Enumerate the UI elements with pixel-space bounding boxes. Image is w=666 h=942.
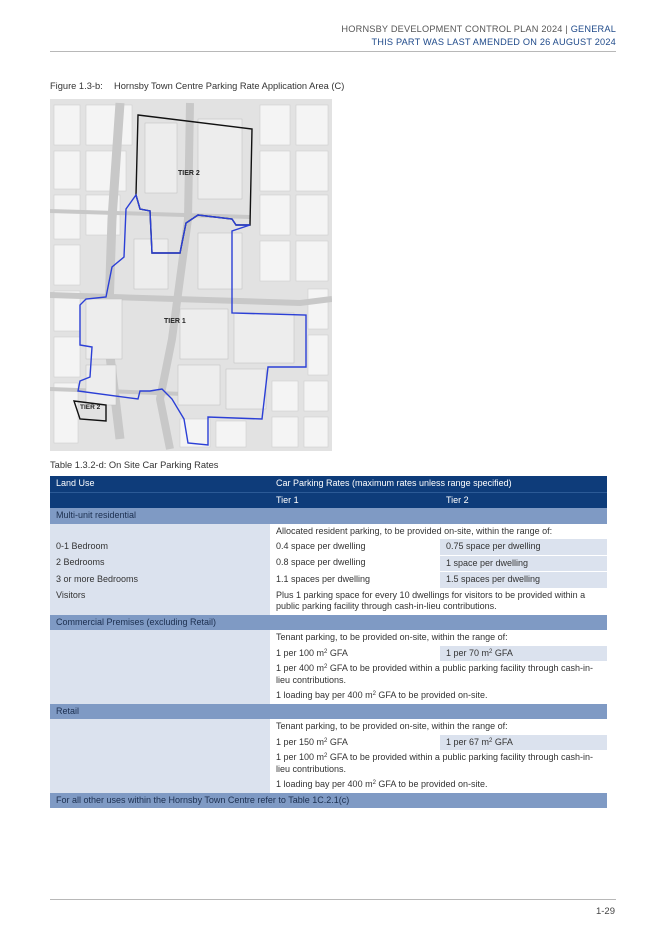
tier2-cell: 1.5 spaces per dwelling [440, 572, 607, 588]
tier2-cell: 1 per 70 $m^2$ GFA [440, 646, 607, 662]
tier2-cell: 0.75 space per dwelling [440, 539, 607, 555]
land-use-cell: 2 Bedrooms [50, 555, 270, 572]
tier2-cell: 1 space per dwelling [440, 555, 607, 572]
table-row [50, 588, 607, 615]
public-parking-cell: 1 per 100 $m^2$ GFA to be provided within a public parking facility through cash-in-lieu contributions. [270, 750, 607, 777]
land-use-cell: 0-1 Bedroom [50, 539, 270, 555]
tier-header-row [50, 492, 607, 508]
section-row-commercial [50, 615, 607, 631]
tier1-cell: 0.4 space per dwelling [270, 539, 440, 555]
intro-cell: Tenant parking, to be provided on-site, within the range of: [270, 719, 607, 735]
table-caption: Table 1.3.2-d: On Site Car Parking Rates [50, 460, 219, 470]
section-row-retail [50, 704, 607, 720]
land-use-header: Land Use [50, 476, 270, 492]
table-row [50, 539, 607, 555]
table-footer-row [50, 793, 607, 809]
land-use-cell [50, 719, 270, 793]
table-row [50, 630, 607, 646]
tier2-top-label: TIER 2 [178, 170, 200, 177]
header-line-1 [341, 23, 616, 36]
tier1-cell: 1.1 spaces per dwelling [270, 572, 440, 588]
loading-bay-cell: 1 loading bay per 400 $m^2$ GFA to be provided on-site. [270, 777, 607, 793]
land-use-cell [50, 630, 270, 704]
figure-number: Figure 1.3-b: [50, 81, 103, 91]
intro-cell: Tenant parking, to be provided on-site, within the range of: [270, 630, 607, 646]
amended-notice: THIS PART WAS LAST AMENDED ON 26 AUGUST 2024 [371, 37, 616, 47]
document-title: HORNSBY DEVELOPMENT CONTROL PLAN 2024 [341, 24, 563, 34]
land-use-cell: 3 or more Bedrooms [50, 572, 270, 588]
land-use-cell [50, 524, 270, 540]
section-row-multi-unit [50, 508, 607, 524]
parking-area-map [50, 99, 332, 451]
intro-cell: Allocated resident parking, to be provided on-site, within the range of: [270, 524, 607, 540]
section-title: Multi-unit residential [50, 508, 607, 524]
table-header-row [50, 476, 607, 492]
land-use-cell: Visitors [50, 588, 270, 615]
table-row [50, 719, 607, 735]
section-name: GENERAL [570, 24, 616, 34]
visitors-cell: Plus 1 parking space for every 10 dwellings for visitors to be provided within a public parking facility through cash-in-lieu contributions. [270, 588, 607, 615]
tier1-cell: 1 per 100 $m^2$ GFA [270, 646, 440, 662]
other-uses-note: For all other uses within the Hornsby Town Centre refer to Table 1C.2.1(c) [50, 793, 607, 809]
section-title: Commercial Premises (excluding Retail) [50, 615, 607, 631]
public-parking-cell: 1 per 400 $m^2$ GFA to be provided within a public parking facility through cash-in-lieu contributions. [270, 661, 607, 688]
tier1-label: TIER 1 [164, 318, 186, 325]
table-row [50, 555, 607, 572]
figure-caption [50, 81, 344, 91]
page-header [341, 23, 616, 49]
page-number: 1-29 [595, 906, 615, 917]
parking-rates-table [50, 476, 607, 808]
table-row [50, 572, 607, 588]
footer-divider [50, 899, 616, 900]
rates-header: Car Parking Rates (maximum rates unless range specified) [270, 476, 607, 492]
tier2-cell: 1 per 67 $m^2$ GFA [440, 735, 607, 751]
tier1-header: Tier 1 [270, 492, 440, 508]
tier1-cell: 1 per 150 $m^2$ GFA [270, 735, 440, 751]
empty-header-cell [50, 492, 270, 508]
header-divider [50, 51, 616, 52]
tier1-cell: 0.8 space per dwelling [270, 555, 440, 572]
tier2-header: Tier 2 [440, 492, 607, 508]
tier2-bottom-label: TIER 2 [80, 404, 101, 411]
header-separator: | [562, 24, 571, 34]
section-title: Retail [50, 704, 607, 720]
loading-bay-cell: 1 loading bay per 400 $m^2$ GFA to be provided on-site. [270, 688, 607, 704]
figure-title: Hornsby Town Centre Parking Rate Application Area (C) [114, 81, 345, 91]
table-row [50, 524, 607, 540]
